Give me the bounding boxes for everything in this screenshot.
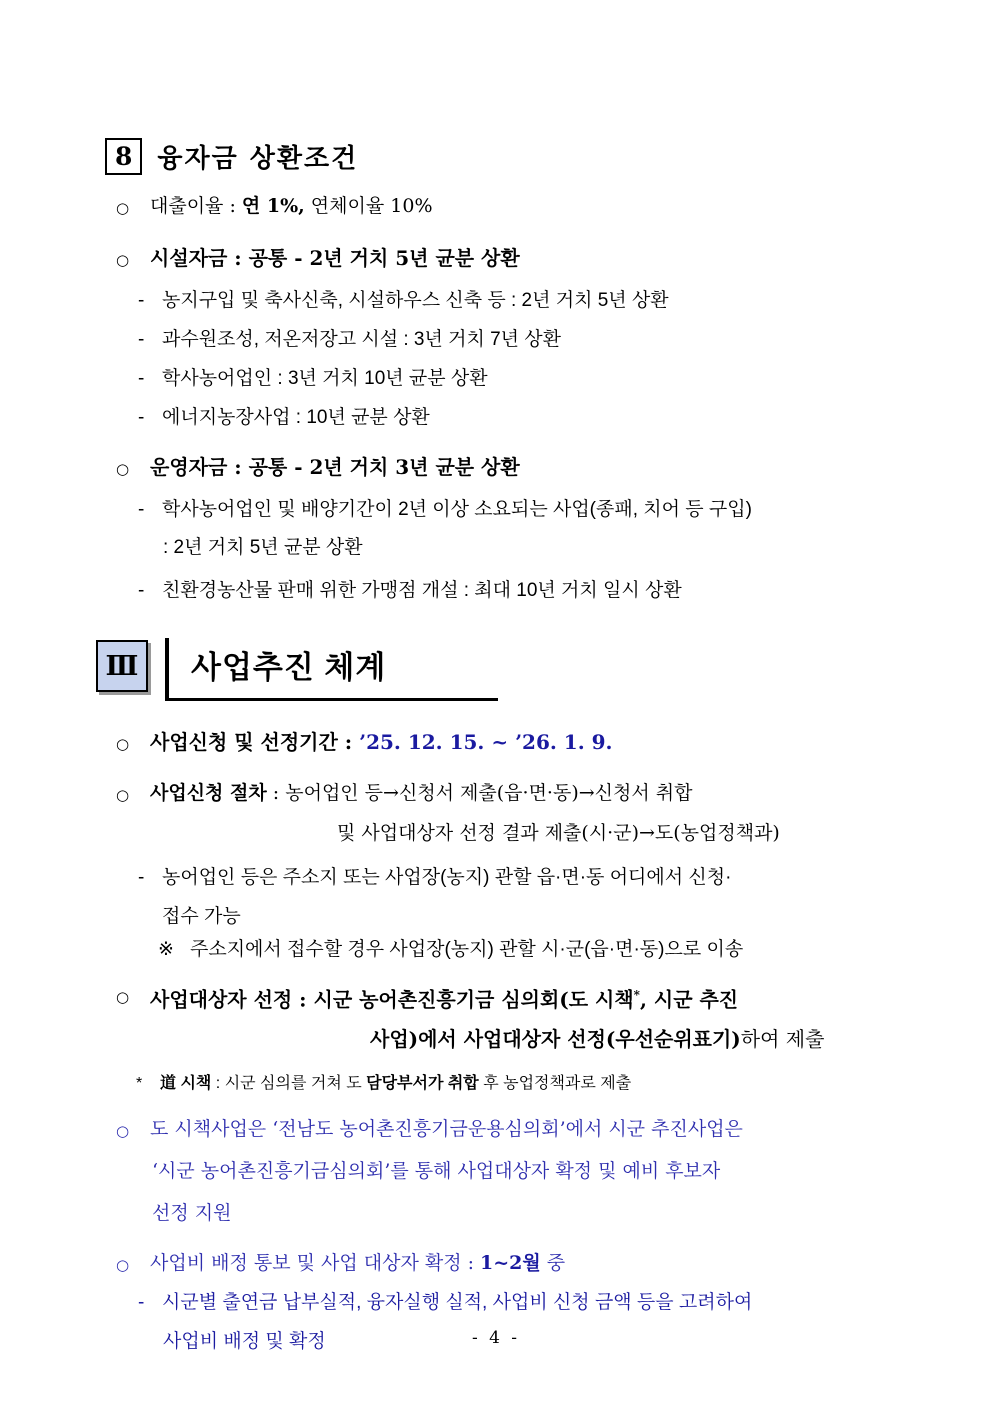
text-segment: 사업대상자 선정 : 시군 농어촌진흥기금 심의회(도 시책 [150, 987, 634, 1012]
text-line [100, 365, 904, 392]
bullet-marker: ※ [158, 939, 174, 960]
text-segment: 과수원조성, 저온저장고 시설 : 3년 거치 7년 상환 [162, 329, 562, 350]
text-segment: 도 시책사업은 ‘전남도 농어촌진흥기금운용심의회’에서 시군 추진사업은 [150, 1117, 743, 1140]
text-line [100, 534, 904, 561]
text-segment: 주소지에서 접수할 경우 사업장(농지) 관할 시·군(읍·면·동)으로 이송 [190, 939, 744, 960]
section-heading-promotion [96, 640, 904, 701]
text-line [100, 903, 904, 930]
bullet-marker: - [138, 867, 145, 888]
text-segment: 연체이율 10% [304, 195, 433, 217]
text-segment: 농지구입 및 축사신축, 시설하우스 신축 등 : 2년 거치 5년 상환 [162, 290, 669, 311]
haksa-cultivation-period [100, 496, 904, 561]
bullet-marker: * [136, 1074, 143, 1092]
application-location [100, 864, 904, 930]
section-heading-repayment [100, 138, 904, 175]
text-segment: 사업비 배정 및 확정 [163, 1330, 326, 1352]
do-policy-footnote [100, 1070, 904, 1097]
text-segment: 시군별 출연금 납부실적, 융자실행 실적, 사업비 신청 금액 등을 고려하여 [162, 1291, 753, 1313]
text-segment: 시설자금 : 공통 - 2년 거치 5년 균분 상환 [150, 246, 520, 270]
bullet-marker: ○ [116, 460, 130, 478]
text-segment: : 시군 심의를 거쳐 도 [211, 1074, 367, 1092]
text-line [100, 326, 904, 353]
bullet-marker: ○ [116, 251, 130, 269]
facility-funds [100, 245, 904, 272]
text-line [100, 780, 904, 807]
bullet-marker: - [138, 499, 145, 520]
text-segment: 에너지농장사업 : 10년 균분 상환 [162, 407, 430, 428]
farmland-purchase-repayment [100, 287, 904, 314]
text-segment: , 시군 추진 [639, 987, 739, 1012]
transfer-note [100, 936, 904, 963]
haksa-farmers-repayment [100, 365, 904, 392]
text-segment: 후 농업정책과로 제출 [478, 1074, 632, 1092]
loan-interest-rate [100, 193, 904, 220]
text-segment: 사업신청 및 선정기간 : [150, 730, 360, 754]
bullet-marker: - [138, 1291, 145, 1313]
section-title-promotion: 사업추진 체계 [165, 638, 498, 701]
text-line [100, 496, 904, 523]
text-line [100, 193, 904, 220]
target-selection [100, 982, 904, 1053]
text-line [100, 287, 904, 314]
text-line [100, 936, 904, 963]
text-line [100, 1158, 904, 1185]
budget-notification [100, 1250, 904, 1277]
eco-friendly-franchise [100, 577, 904, 604]
text-segment: 사업)에서 사업대상자 선정(우선순위표기) [370, 1026, 741, 1051]
page-number: - 4 - [471, 1328, 521, 1348]
text-segment: 운영자금 : 공통 - 2년 거치 3년 균분 상환 [150, 455, 520, 479]
text-line [100, 729, 904, 756]
deliberation-committees [100, 1116, 904, 1227]
text-segment: : 농어업인 등→신청서 제출(읍·면·동)→신청서 취합 [266, 782, 693, 804]
text-segment: 담당부서가 취합 [366, 1074, 479, 1092]
bullet-marker: ○ [116, 735, 130, 753]
text-line [100, 577, 904, 604]
bullet-marker: ○ [116, 1121, 130, 1140]
text-segment: 학사농어업인 : 3년 거치 10년 균분 상환 [162, 368, 488, 389]
text-line [100, 864, 904, 891]
text-line [100, 820, 904, 847]
bullet-marker: - [138, 290, 145, 311]
section-title-repayment: 융자금 상환조건 [157, 144, 359, 174]
text-segment: 하여 제출 [740, 1026, 825, 1051]
operating-funds [100, 454, 904, 481]
text-line [100, 982, 904, 1014]
text-line [100, 1026, 904, 1053]
text-line [100, 1116, 904, 1143]
bullet-marker: ○ [116, 786, 130, 804]
bullet-marker: - [138, 580, 145, 601]
bullet-marker: ○ [116, 1255, 130, 1274]
text-line [100, 245, 904, 272]
text-segment: * [633, 988, 640, 1002]
section-number-box: 8 [105, 138, 142, 175]
text-segment: ’25. 12. 15. ~ ’26. 1. 9. [359, 730, 613, 754]
text-segment: 접수 가능 [162, 906, 241, 927]
bullet-marker: ○ [116, 199, 130, 217]
text-segment: 사업신청 절차 [150, 782, 267, 804]
energy-farm-repayment [100, 404, 904, 431]
bullet-marker: - [138, 329, 145, 350]
text-line [100, 1070, 904, 1097]
bullet-marker: - [138, 407, 145, 428]
text-segment: 道 시책 [160, 1074, 212, 1092]
orchard-storage-repayment [100, 326, 904, 353]
text-line [100, 404, 904, 431]
text-segment: 사업비 배정 통보 및 사업 대상자 확정 : [150, 1251, 481, 1274]
text-segment: 대출이율 : [150, 195, 242, 217]
promotion-paragraphs [100, 729, 904, 1355]
text-segment: ‘시군 농어촌진흥기금심의회’를 통해 사업대상자 확정 및 예비 후보자 [152, 1159, 721, 1182]
text-segment: 1~2월 [480, 1251, 541, 1274]
text-line [100, 1289, 904, 1316]
text-segment: 선정 지원 [152, 1201, 232, 1224]
bullet-marker: - [138, 368, 145, 389]
text-segment: 중 [540, 1251, 566, 1274]
text-segment: 친환경농산물 판매 위한 가맹점 개설 : 최대 10년 거치 일시 상환 [162, 580, 682, 601]
text-segment: : 2년 거치 5년 균분 상환 [163, 537, 363, 558]
text-segment: 학사농어업인 및 배양기간이 2년 이상 소요되는 사업(종패, 치어 등 구입) [162, 499, 752, 520]
section-numeral-box: Ⅲ [96, 640, 148, 692]
text-line [100, 1200, 904, 1227]
repayment-paragraphs [100, 193, 904, 604]
application-procedure [100, 780, 904, 847]
text-line [100, 1250, 904, 1277]
application-period [100, 729, 904, 756]
text-segment: 연 1%, [241, 195, 305, 217]
text-segment: 및 사업대상자 선정 결과 제출(시·군)→도(농업정책과) [337, 822, 780, 844]
text-line [100, 454, 904, 481]
bullet-marker: ○ [116, 988, 130, 1006]
text-segment: 농어업인 등은 주소지 또는 사업장(농지) 관할 읍·면·동 어디에서 신청· [162, 867, 732, 888]
